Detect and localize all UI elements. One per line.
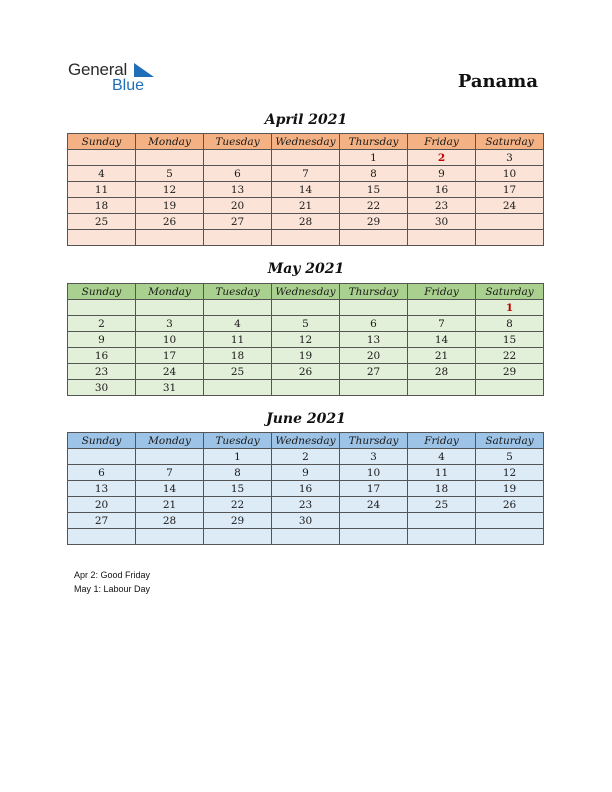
day-cell: 3 bbox=[340, 449, 408, 465]
day-cell: 29 bbox=[476, 364, 544, 380]
day-cell: 13 bbox=[204, 182, 272, 198]
day-cell: 28 bbox=[272, 214, 340, 230]
day-cell: 1 bbox=[204, 449, 272, 465]
week-row bbox=[68, 230, 544, 246]
day-cell: 18 bbox=[204, 348, 272, 364]
weekday-header bbox=[68, 134, 544, 150]
day-cell: 21 bbox=[272, 198, 340, 214]
empty-day-cell bbox=[340, 529, 408, 545]
day-cell: 8 bbox=[340, 166, 408, 182]
weekday-sunday: Sunday bbox=[68, 433, 136, 449]
week-row bbox=[68, 380, 544, 396]
week-row bbox=[68, 481, 544, 497]
day-cell: 18 bbox=[408, 481, 476, 497]
day-cell: 7 bbox=[136, 465, 204, 481]
weekday-friday: Friday bbox=[408, 433, 476, 449]
empty-day-cell bbox=[136, 230, 204, 246]
day-cell: 28 bbox=[408, 364, 476, 380]
weekday-row bbox=[68, 134, 544, 150]
day-cell: 14 bbox=[272, 182, 340, 198]
day-cell: 25 bbox=[204, 364, 272, 380]
day-cell: 25 bbox=[408, 497, 476, 513]
day-cell: 19 bbox=[136, 198, 204, 214]
week-row bbox=[68, 348, 544, 364]
weekday-sunday: Sunday bbox=[68, 284, 136, 300]
day-cell: 22 bbox=[476, 348, 544, 364]
empty-day-cell bbox=[476, 380, 544, 396]
holiday-note: Apr 2: Good Friday bbox=[74, 570, 151, 580]
day-cell: 24 bbox=[476, 198, 544, 214]
day-cell: 24 bbox=[340, 497, 408, 513]
day-cell: 10 bbox=[136, 332, 204, 348]
empty-day-cell bbox=[68, 449, 136, 465]
day-cell: 12 bbox=[136, 182, 204, 198]
day-cell: 4 bbox=[408, 449, 476, 465]
day-cell: 30 bbox=[408, 214, 476, 230]
day-cell: 26 bbox=[476, 497, 544, 513]
weekday-thursday: Thursday bbox=[340, 284, 408, 300]
week-row bbox=[68, 198, 544, 214]
week-row bbox=[68, 332, 544, 348]
day-cell: 31 bbox=[136, 380, 204, 396]
day-cell: 15 bbox=[476, 332, 544, 348]
day-cell: 15 bbox=[204, 481, 272, 497]
day-cell: 2 bbox=[68, 316, 136, 332]
day-cell: 10 bbox=[340, 465, 408, 481]
day-cell: 5 bbox=[136, 166, 204, 182]
day-cell: 11 bbox=[68, 182, 136, 198]
empty-day-cell bbox=[476, 230, 544, 246]
week-row bbox=[68, 465, 544, 481]
day-cell: 12 bbox=[476, 465, 544, 481]
day-cell: 4 bbox=[204, 316, 272, 332]
day-cell: 30 bbox=[68, 380, 136, 396]
empty-day-cell bbox=[408, 380, 476, 396]
day-cell: 11 bbox=[408, 465, 476, 481]
day-cell: 17 bbox=[340, 481, 408, 497]
day-cell: 9 bbox=[272, 465, 340, 481]
empty-day-cell bbox=[68, 300, 136, 316]
day-cell: 14 bbox=[136, 481, 204, 497]
day-cell: 5 bbox=[476, 449, 544, 465]
day-cell: 26 bbox=[272, 364, 340, 380]
weekday-tuesday: Tuesday bbox=[204, 284, 272, 300]
weekday-monday: Monday bbox=[136, 284, 204, 300]
empty-day-cell bbox=[204, 300, 272, 316]
empty-day-cell bbox=[204, 529, 272, 545]
empty-day-cell bbox=[136, 150, 204, 166]
week-row bbox=[68, 214, 544, 230]
day-cell: 25 bbox=[68, 214, 136, 230]
calendar-may bbox=[67, 283, 544, 396]
day-cell: 27 bbox=[340, 364, 408, 380]
day-cell: 27 bbox=[68, 513, 136, 529]
empty-day-cell bbox=[408, 300, 476, 316]
day-cell: 13 bbox=[68, 481, 136, 497]
week-row bbox=[68, 513, 544, 529]
empty-day-cell bbox=[476, 214, 544, 230]
weekday-thursday: Thursday bbox=[340, 433, 408, 449]
day-cell: 9 bbox=[408, 166, 476, 182]
weekday-thursday: Thursday bbox=[340, 134, 408, 150]
weekday-saturday: Saturday bbox=[476, 433, 544, 449]
calendar-body bbox=[68, 300, 544, 396]
month-title-may: May 2021 bbox=[267, 261, 345, 277]
day-cell: 3 bbox=[476, 150, 544, 166]
day-cell: 9 bbox=[68, 332, 136, 348]
country-title: Panama bbox=[457, 71, 538, 92]
logo-text-blue: Blue bbox=[112, 77, 145, 94]
empty-day-cell bbox=[136, 300, 204, 316]
day-cell: 20 bbox=[204, 198, 272, 214]
day-cell: 20 bbox=[68, 497, 136, 513]
weekday-row bbox=[68, 284, 544, 300]
day-cell: 10 bbox=[476, 166, 544, 182]
calendar-body bbox=[68, 449, 544, 545]
day-cell: 12 bbox=[272, 332, 340, 348]
weekday-header bbox=[68, 433, 544, 449]
empty-day-cell bbox=[272, 380, 340, 396]
day-cell: 14 bbox=[408, 332, 476, 348]
month-title-april: April 2021 bbox=[264, 112, 348, 128]
brand-logo bbox=[68, 60, 168, 96]
empty-day-cell bbox=[476, 529, 544, 545]
calendar-june bbox=[67, 432, 544, 545]
day-cell: 21 bbox=[136, 497, 204, 513]
day-cell: 15 bbox=[340, 182, 408, 198]
empty-day-cell bbox=[204, 380, 272, 396]
week-row bbox=[68, 529, 544, 545]
empty-day-cell bbox=[68, 150, 136, 166]
empty-day-cell bbox=[68, 529, 136, 545]
day-cell: 23 bbox=[408, 198, 476, 214]
weekday-sunday: Sunday bbox=[68, 134, 136, 150]
holiday-note: May 1: Labour Day bbox=[74, 584, 151, 594]
weekday-saturday: Saturday bbox=[476, 134, 544, 150]
day-cell: 8 bbox=[204, 465, 272, 481]
weekday-wednesday: Wednesday bbox=[272, 433, 340, 449]
empty-day-cell bbox=[408, 529, 476, 545]
empty-day-cell bbox=[136, 449, 204, 465]
day-cell: 19 bbox=[476, 481, 544, 497]
day-cell: 7 bbox=[272, 166, 340, 182]
weekday-tuesday: Tuesday bbox=[204, 433, 272, 449]
empty-day-cell bbox=[340, 380, 408, 396]
logo-triangle-icon bbox=[134, 63, 154, 77]
weekday-row bbox=[68, 433, 544, 449]
day-cell: 23 bbox=[68, 364, 136, 380]
day-cell: 5 bbox=[272, 316, 340, 332]
empty-day-cell bbox=[68, 230, 136, 246]
day-cell: 3 bbox=[136, 316, 204, 332]
day-cell: 22 bbox=[340, 198, 408, 214]
empty-day-cell bbox=[476, 513, 544, 529]
calendar-april bbox=[67, 133, 544, 246]
day-cell: 6 bbox=[204, 166, 272, 182]
day-cell: 2 bbox=[408, 150, 476, 166]
day-cell: 17 bbox=[476, 182, 544, 198]
day-cell: 28 bbox=[136, 513, 204, 529]
day-cell: 29 bbox=[340, 214, 408, 230]
day-cell: 16 bbox=[408, 182, 476, 198]
week-row bbox=[68, 166, 544, 182]
day-cell: 20 bbox=[340, 348, 408, 364]
weekday-monday: Monday bbox=[136, 134, 204, 150]
empty-day-cell bbox=[272, 230, 340, 246]
day-cell: 19 bbox=[272, 348, 340, 364]
weekday-friday: Friday bbox=[408, 284, 476, 300]
weekday-header bbox=[68, 284, 544, 300]
day-cell: 22 bbox=[204, 497, 272, 513]
weekday-tuesday: Tuesday bbox=[204, 134, 272, 150]
empty-day-cell bbox=[408, 513, 476, 529]
week-row bbox=[68, 449, 544, 465]
day-cell: 30 bbox=[272, 513, 340, 529]
day-cell: 24 bbox=[136, 364, 204, 380]
weekday-monday: Monday bbox=[136, 433, 204, 449]
day-cell: 26 bbox=[136, 214, 204, 230]
empty-day-cell bbox=[204, 230, 272, 246]
day-cell: 8 bbox=[476, 316, 544, 332]
week-row bbox=[68, 497, 544, 513]
empty-day-cell bbox=[272, 529, 340, 545]
weekday-wednesday: Wednesday bbox=[272, 134, 340, 150]
day-cell: 1 bbox=[340, 150, 408, 166]
day-cell: 29 bbox=[204, 513, 272, 529]
empty-day-cell bbox=[272, 300, 340, 316]
holiday-notes bbox=[74, 568, 150, 596]
weekday-saturday: Saturday bbox=[476, 284, 544, 300]
day-cell: 18 bbox=[68, 198, 136, 214]
empty-day-cell bbox=[136, 529, 204, 545]
day-cell: 11 bbox=[204, 332, 272, 348]
week-row bbox=[68, 182, 544, 198]
day-cell: 1 bbox=[476, 300, 544, 316]
weekday-wednesday: Wednesday bbox=[272, 284, 340, 300]
day-cell: 23 bbox=[272, 497, 340, 513]
day-cell: 21 bbox=[408, 348, 476, 364]
calendar-body bbox=[68, 150, 544, 246]
day-cell: 2 bbox=[272, 449, 340, 465]
month-title-june: June 2021 bbox=[266, 411, 346, 427]
empty-day-cell bbox=[340, 513, 408, 529]
day-cell: 7 bbox=[408, 316, 476, 332]
day-cell: 13 bbox=[340, 332, 408, 348]
week-row bbox=[68, 300, 544, 316]
weekday-friday: Friday bbox=[408, 134, 476, 150]
empty-day-cell bbox=[340, 230, 408, 246]
week-row bbox=[68, 364, 544, 380]
day-cell: 4 bbox=[68, 166, 136, 182]
day-cell: 6 bbox=[68, 465, 136, 481]
week-row bbox=[68, 316, 544, 332]
week-row bbox=[68, 150, 544, 166]
empty-day-cell bbox=[340, 300, 408, 316]
day-cell: 27 bbox=[204, 214, 272, 230]
logo-text-general: General bbox=[68, 60, 128, 79]
empty-day-cell bbox=[204, 150, 272, 166]
day-cell: 16 bbox=[68, 348, 136, 364]
empty-day-cell bbox=[272, 150, 340, 166]
day-cell: 16 bbox=[272, 481, 340, 497]
empty-day-cell bbox=[408, 230, 476, 246]
day-cell: 17 bbox=[136, 348, 204, 364]
day-cell: 6 bbox=[340, 316, 408, 332]
